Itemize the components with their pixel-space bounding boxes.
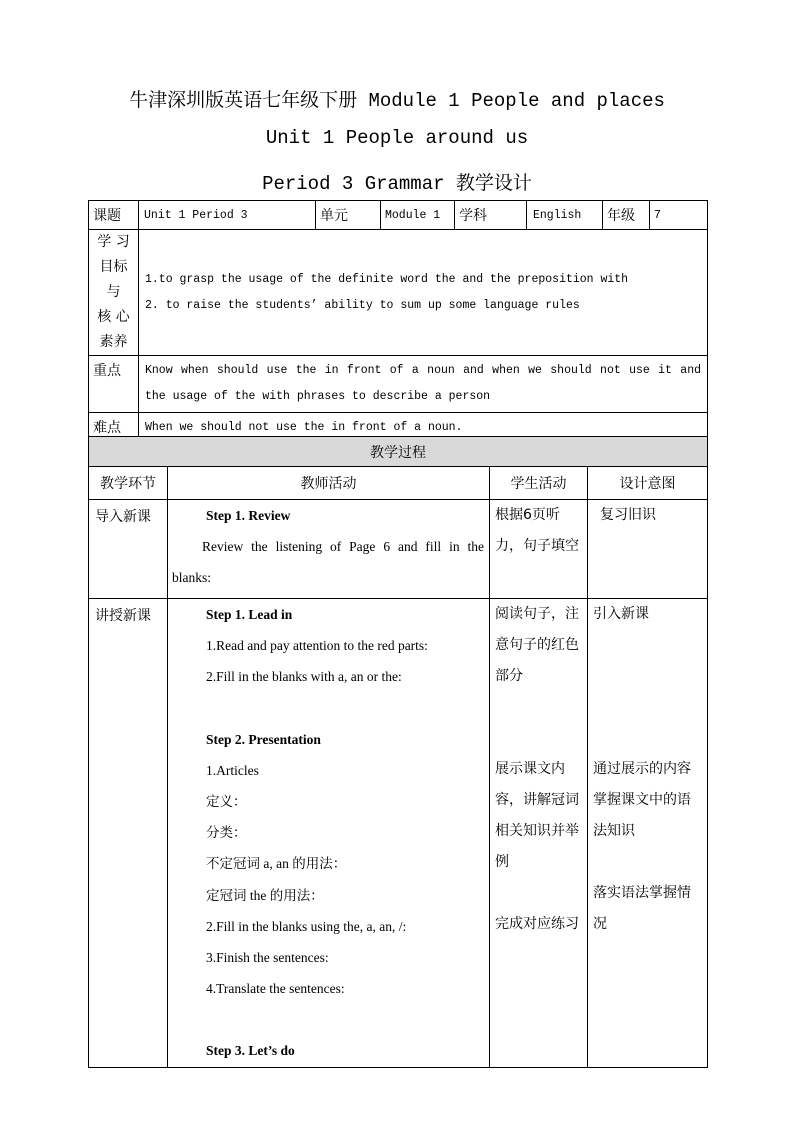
process-banner: 教学过程	[89, 437, 708, 467]
goals-label-line: 学 习	[97, 234, 130, 250]
teacher-intro	[168, 500, 490, 599]
stage-new: 讲授新课	[89, 599, 168, 1068]
lead-in-item: 1.Read and pay attention to the red parts:	[206, 638, 428, 654]
student-new	[490, 599, 588, 1068]
presentation-item: 2.Fill in the blanks using the, a, an, /:	[206, 918, 407, 934]
value-topic: Unit 1 Period 3	[139, 201, 316, 230]
student-activity-3: 完成对应练习	[495, 916, 579, 932]
value-unit: Module 1	[381, 201, 455, 230]
goals-label-line: 素养	[99, 334, 128, 350]
step-review-heading: Step 1. Review	[206, 508, 291, 523]
goals-cell	[139, 230, 708, 356]
presentation-item: 3.Finish the sentences:	[206, 950, 329, 966]
presentation-item: 1.Articles	[206, 762, 259, 778]
info-table	[88, 200, 708, 442]
presentation-item: 定冠词 the 的用法：	[206, 887, 324, 903]
header-student: 学生活动	[490, 467, 588, 500]
review-text: Review the listening of Page 6 and fill in the blanks:	[172, 539, 484, 585]
step-presentation-heading: Step 2. Presentation	[206, 731, 321, 747]
presentation-item: 不定冠词 a, an 的用法：	[206, 856, 347, 872]
intent-new	[588, 599, 708, 1068]
presentation-item: 定义：	[206, 794, 247, 810]
header-stage: 教学环节	[89, 467, 168, 500]
step-lets-do-heading: Step 3. Let’s do	[206, 1043, 295, 1059]
student-activity-2: 展示课文内容，讲解冠词相关知识并举例	[495, 761, 579, 870]
teacher-new	[168, 599, 490, 1068]
label-grade: 年级	[603, 201, 650, 230]
label-goals	[89, 230, 139, 356]
intent-1: 引入新课	[593, 606, 649, 622]
label-subject: 学科	[455, 201, 527, 230]
intent-3: 落实语法掌握情况	[593, 885, 691, 932]
student-intro: 根据6页听力，句子填空	[490, 500, 588, 599]
lead-in-item: 2.Fill in the blanks with a, an or the:	[206, 669, 402, 685]
goals-label-line: 核 心	[97, 309, 130, 325]
process-table	[88, 436, 708, 1068]
doc-title-line2: Unit 1 People around us	[265, 127, 529, 149]
presentation-item: 分类：	[206, 825, 247, 841]
intent-intro: 复习旧识	[588, 500, 708, 599]
key-points-text: Know when should use the in front of a noun and when we should not use it and the usage of the with phrases to describe a person	[139, 356, 708, 413]
value-grade: 7	[650, 201, 708, 230]
goal-1: 1.to grasp the usage of the definite word the and the preposition with	[145, 272, 629, 286]
intent-2: 通过展示的内容掌握课文中的语法知识	[593, 761, 691, 839]
step-lead-in-heading: Step 1. Lead in	[206, 607, 293, 622]
goals-label-line: 与	[106, 284, 121, 300]
difficulty-text: When we should not use the in front of a noun.	[139, 413, 708, 442]
label-topic: 课题	[89, 201, 139, 230]
goals-label-line: 目标	[99, 259, 128, 275]
header-intent: 设计意图	[588, 467, 708, 500]
stage-intro: 导入新课	[89, 500, 168, 599]
doc-title-line3: Period 3 Grammar 教学设计	[262, 173, 532, 195]
label-unit: 单元	[316, 201, 381, 230]
doc-title-line1: 牛津深圳版英语七年级下册 Module 1 People and places	[129, 90, 665, 112]
value-subject: English	[527, 201, 603, 230]
label-difficulty: 难点	[89, 413, 139, 442]
student-activity-1: 阅读句子，注意句子的红色部分	[495, 606, 579, 684]
header-teacher: 教师活动	[168, 467, 490, 500]
goal-2: 2. to raise the students’ ability to sum up some language rules	[145, 298, 580, 312]
label-key-points: 重点	[89, 356, 139, 413]
presentation-item: 4.Translate the sentences:	[206, 981, 345, 997]
